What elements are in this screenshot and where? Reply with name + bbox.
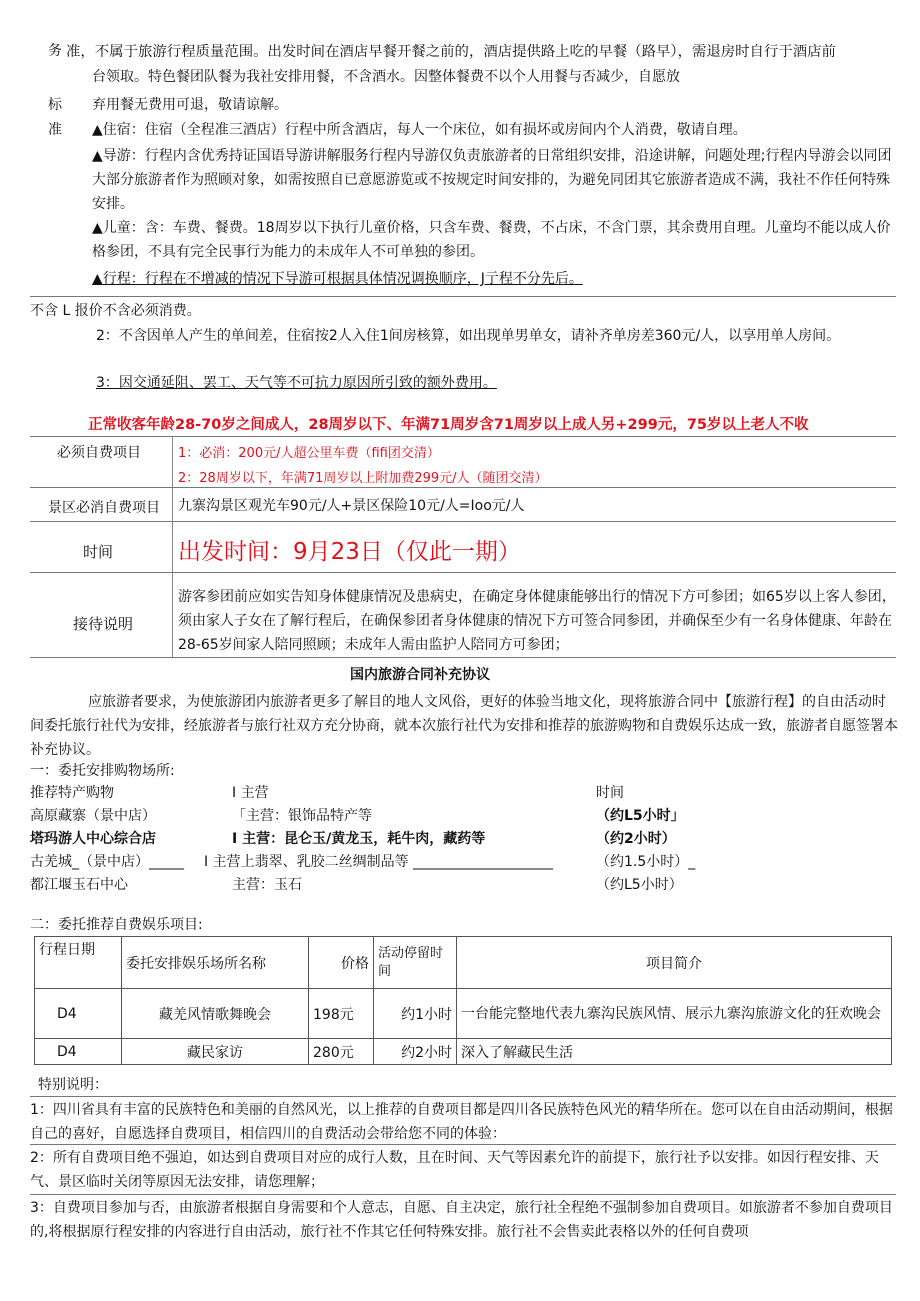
reception-text: 游客参团前应如实告知身体健康情况及患病史，在确定身体健康能够出行的情况下方可参团；如65岁以上客人参团，须由家人子女在了解行程后，在确保参团者身体健康的情况下方可签合同参团，并确保至少有一名身体健康、年龄在28-65岁间家人陪同照顾；未成年人需由监护人陪同方可参团； <box>178 589 896 653</box>
special-note-2: 2：所有自费项目绝不强迫，如达到自费项目对应的成行人数，且在时间、天气等因素允许的前提下，旅行社予以安排。如因行程安排、天气、景区临时关闭等原因无法安排，请您理解； <box>30 1150 879 1190</box>
shop-main: I 主营上翡翠、乳胶二丝绸制品等 ____________________ <box>204 854 554 870</box>
special-note-1: 1：四川省具有丰富的民族特色和美丽的自然风光，以上推荐的自费项目都是四川各民族特色风光的精华所在。您可以在自由活动期间，根据自己的喜好，自愿选择自费项目，相信四川的自费活动会带给您不同的体验： <box>30 1102 893 1142</box>
required-fee-1: 1：必消：200元/人超公里车费（fifi团交清） <box>178 446 440 461</box>
divider <box>30 1144 896 1145</box>
shop-name: 古羌城_（景中店）_____ <box>30 854 184 870</box>
row-price: 280元 <box>309 1039 374 1065</box>
label-char-wu: 务 <box>48 43 62 59</box>
shop-header-name: 推荐特产购物 <box>30 785 114 801</box>
departure-time: 出发时间：9月23日（仅此一期） <box>178 539 521 565</box>
table-header-row <box>35 937 892 989</box>
divider <box>30 1096 896 1097</box>
label-char-zhun: 准 <box>48 122 62 138</box>
special-notes-label: 特别说明： <box>38 1077 108 1093</box>
meal-text-line1: 准，不属于旅游行程质量范围。出发时间在酒店早餐开餐之前的，酒店提供路上吃的早餐（路早），需退房时自行于酒店前 <box>66 44 836 60</box>
shop-name: 塔玛游人中心综合店 <box>30 831 156 847</box>
row-description: 一台能完整地代表九寨沟民族风情、展示九寨沟旅游文化的狂欢晚会 <box>457 989 892 1039</box>
table-row <box>35 1039 892 1065</box>
entertainment-table <box>34 936 892 1065</box>
shop-name: 都江堰玉石中心 <box>30 877 128 893</box>
time-label: 时间 <box>83 543 114 561</box>
exclude-line1: 不含 L 报价不含必须消费。 <box>30 303 201 319</box>
scenic-fees-label: 景区必消自费项目 <box>48 500 160 516</box>
row-duration: 约2小时 <box>374 1039 457 1065</box>
shop-time: （约2小时） <box>596 831 676 847</box>
agreement-intro: 应旅游者要求，为使旅游团内旅游者更多了解目的地人文风俗，更好的体验当地文化，现将旅游合同中【旅游行程】的自由活动时间委托旅行社代为安排，经旅游者与旅行社双方充分协商，就本次旅行社代为安排和推荐的旅游购物和自费娱乐达成一致，旅游者自愿签署本补充协议。 <box>30 694 898 758</box>
row-date: D4 <box>35 989 122 1039</box>
exclude-item-3: 3：因交通延阻、罢工、天气等不可抗力原因所引致的额外费用。 <box>96 375 497 391</box>
header-description: 项目简介 <box>457 937 892 989</box>
row-duration: 约1小时 <box>374 989 457 1039</box>
shop-time: （约1.5小时）_ <box>596 854 696 870</box>
header-name: 委托安排娱乐场所名称 <box>122 937 309 989</box>
divider <box>30 1194 896 1195</box>
divider <box>30 572 896 573</box>
table-row <box>35 989 892 1039</box>
age-notice: 正常收客年龄28-70岁之间成人，28周岁以下、年满71周岁含71周岁以上成人另+299元，75岁以上老人不收 <box>88 417 809 433</box>
reception-label: 接待说明 <box>73 615 134 633</box>
hotel-text: ▲住宿：住宿（全程准三酒店）行程中所含酒店，每人一个床位，如有损坏或房间内个人消费，敬请自理。 <box>92 122 747 138</box>
shop-time: （约L5小时） <box>596 877 683 893</box>
agreement-title: 国内旅游合同补充协议 <box>350 667 490 683</box>
shop-main: 「主营：银饰品特产等 <box>232 808 372 824</box>
meal-text-line3: 弃用餐无费用可退，敬请谅解。 <box>92 97 288 113</box>
shop-main: 主营：玉石 <box>232 877 302 893</box>
child-text: ▲儿童：含：车费、餐费。18周岁以下执行儿童价格，只含车费、餐费，不占床，不含门票，其余费用自理。儿童均不能以成人价格参团，不具有完全民事行为能力的未成年人不可单独的参团。 <box>92 220 891 260</box>
divider <box>30 296 896 297</box>
header-date: 行程日期 <box>35 937 122 989</box>
scenic-fees-value: 九寨沟景区观光车90元/人+景区保险10元/人=Ioo元/人 <box>178 498 525 514</box>
divider <box>172 436 173 658</box>
row-date: D4 <box>35 1039 122 1065</box>
shopping-section-title: 一：委托安排购物场所: <box>30 763 175 779</box>
row-name: 藏羌风情歌舞晚会 <box>122 989 309 1039</box>
shop-header-main: I 主营 <box>232 785 269 801</box>
route-text: ▲行程：行程在不增减的情况下导游可根据具体情况调换顺序，J亍程不分先后。 <box>92 271 583 287</box>
meal-text-line2: 台领取。特色餐团队餐为我社安排用餐，不含酒水。因整体餐费不以个人用餐与否减少，自愿放 <box>92 69 680 85</box>
divider <box>30 487 896 488</box>
row-price: 198元 <box>309 989 374 1039</box>
entertainment-section-title: 二：委托推荐自费娱乐项目: <box>30 917 203 933</box>
exclude-item-2: 2：不含因单人产生的单间差，住宿按2人入住1间房核算，如出现单男单女，请补齐单房差360元/人，以享用单人房间。 <box>96 328 841 344</box>
required-fees-label: 必须自费项目 <box>57 445 141 461</box>
shop-name: 高原藏寨（景中店） <box>30 808 156 824</box>
label-char-biao: 标 <box>48 97 62 113</box>
header-price: 价格 <box>309 937 374 989</box>
guide-text: ▲导游：行程内含优秀持证国语导游讲解服务行程内导游仅负责旅游者的日常组织安排，沿途讲解，问题处理;行程内导游会以同团大部分旅游者作为照顾对象，如需按照自已意愿游览或不按规定时间安排的，为避免同团其它旅游者造成不满，我社不作任何特殊安排。 <box>92 148 892 212</box>
divider <box>30 521 896 522</box>
divider <box>30 436 896 437</box>
header-duration: 活动停留时间 <box>374 937 457 989</box>
shop-main: I 主营：昆仑玉/黄龙玉，耗牛肉，藏药等 <box>232 831 486 847</box>
special-note-3: 3：自费项目参加与否，由旅游者根据自身需要和个人意志，自愿、自主决定，旅行社全程绝不强制参加自费项目。如旅游者不参加自费项目的,将根据原行程安排的内容进行自由活动，旅行社不作其它任何特殊安排。旅行社不会售卖此表格以外的任何自费项 <box>30 1200 893 1240</box>
row-description: 深入了解藏民生活 <box>457 1039 892 1065</box>
divider <box>30 657 896 658</box>
shop-header-time: 时间 <box>596 785 624 801</box>
shop-time: （约L5小时」 <box>596 808 685 824</box>
row-name: 藏民家访 <box>122 1039 309 1065</box>
required-fee-2: 2：28周岁以下，年满71周岁以上附加费299元/人（随团交清） <box>178 471 548 486</box>
